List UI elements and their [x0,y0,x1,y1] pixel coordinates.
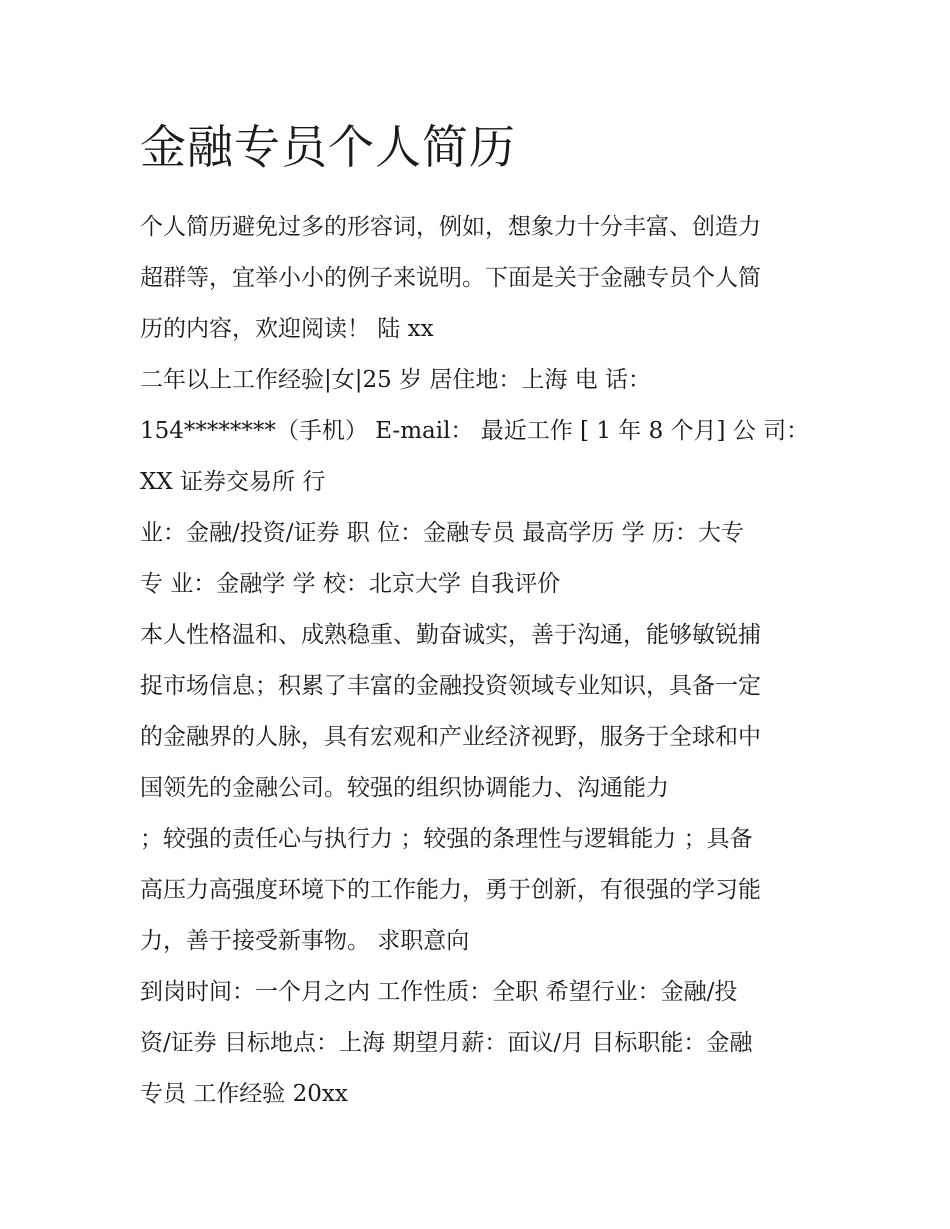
body-line: 资/证券 目标地点：上海 期望月薪：面议/月 目标职能：金融 [140,1030,753,1056]
body-line: 的金融界的人脉，具有宏观和产业经济视野，服务于全球和中 [140,724,761,750]
document-title: 金融专员个人简历 [140,120,516,174]
body-line: 二年以上工作经验|女|25 岁 居住地：上海 电 话： [140,367,652,393]
body-line: 高压力高强度环境下的工作能力，勇于创新，有很强的学习能 [140,877,761,903]
body-line: ；较强的责任心与执行力 ；较强的条理性与逻辑能力 ；具备 [140,826,753,852]
body-line: XX 证券交易所 行 [140,469,326,495]
body-line: 专员 工作经验 20xx [140,1081,348,1107]
body-line: 业：金融/投资/证券 职 位：金融专员 最高学历 学 历：大专 [140,520,745,546]
body-line: 本人性格温和、成熟稳重、勤奋诚实，善于沟通，能够敏锐捕 [140,622,761,648]
body-line: 专 业：金融学 学 校：北京大学 自我评价 [140,571,561,597]
body-line: 到岗时间：一个月之内 工作性质：全职 希望行业：金融/投 [140,979,738,1005]
body-line: 超群等，宜举小小的例子来说明。下面是关于金融专员个人简 [140,265,761,291]
body-line: 个人简历避免过多的形容词，例如，想象力十分丰富、创造力 [140,214,761,240]
body-line: 154********（手机） E-mail： 最近工作 [ 1 年 8 个月] 公 司： [140,418,810,444]
body-line: 国领先的金融公司。较强的组织协调能力、沟通能力 [140,775,669,801]
body-line: 力，善于接受新事物。 求职意向 [140,928,470,954]
body-line: 捉市场信息；积累了丰富的金融投资领域专业知识，具备一定 [140,673,761,699]
document-page [140,112,820,1120]
body-line: 历的内容，欢迎阅读！ 陆 xx [140,316,434,342]
